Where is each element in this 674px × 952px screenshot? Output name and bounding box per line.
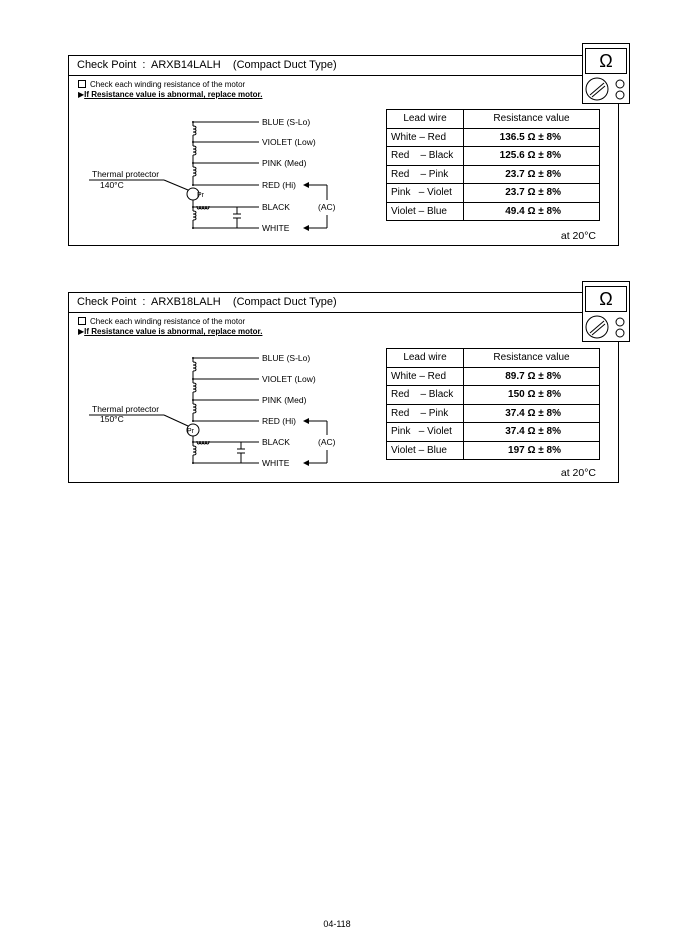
- lead-cell: White – Red: [387, 367, 464, 386]
- resistance-header: Resistance value: [464, 349, 600, 368]
- table-row: [387, 423, 600, 442]
- value-cell: 136.5 Ω ± 8%: [464, 128, 600, 147]
- lead-cell: Violet – Blue: [387, 202, 464, 221]
- resistance-table: [386, 348, 600, 460]
- motor-wiring-diagram: [69, 293, 389, 483]
- wire-label-violet: VIOLET (Low): [262, 374, 316, 384]
- ac-label: (AC): [318, 437, 336, 447]
- wire-label-white: WHITE: [262, 458, 290, 468]
- thermal-symbol: Pr: [187, 428, 194, 435]
- ohmmeter-icon: [582, 281, 630, 342]
- winding-coil-icon: [193, 362, 196, 371]
- wire-label-blue: BLUE (S-Lo): [262, 117, 311, 127]
- value-cell: 49.4 Ω ± 8%: [464, 202, 600, 221]
- value-cell: 37.4 Ω ± 8%: [464, 423, 600, 442]
- thermal-protector-temp: 150°C: [100, 414, 124, 424]
- lead-wire-header: Lead wire: [387, 349, 464, 368]
- meter-dial-icon: [584, 315, 628, 341]
- wire-label-white: WHITE: [262, 223, 290, 233]
- value-cell: 125.6 Ω ± 8%: [464, 147, 600, 166]
- wire-label-red: RED (Hi): [262, 416, 296, 426]
- panel-title: Check Point : ARXB18LALH (Compact Duct Type): [77, 296, 337, 308]
- table-row: [387, 147, 600, 166]
- lead-cell: Pink – Violet: [387, 423, 464, 442]
- temperature-note: at 20°C: [560, 467, 596, 479]
- panel-title: Check Point : ARXB14LALH (Compact Duct Type): [77, 59, 337, 71]
- table-row: [387, 386, 600, 405]
- value-cell: 197 Ω ± 8%: [464, 441, 600, 460]
- lead-cell: Pink – Violet: [387, 184, 464, 203]
- table-row: [387, 128, 600, 147]
- check-point-panel-arxb14lalh: [68, 51, 619, 246]
- arrow-icon: ▶: [78, 327, 85, 336]
- wire-label-black: BLACK: [262, 202, 290, 212]
- thermal-protector-label: Thermal protector: [92, 169, 160, 179]
- winding-coil-icon: [193, 126, 196, 135]
- lead-cell: Violet – Blue: [387, 441, 464, 460]
- resistance-header: Resistance value: [464, 110, 600, 129]
- meter-dial-icon: [584, 77, 628, 103]
- warning-text: If Resistance value is abnormal, replace motor.: [84, 327, 263, 336]
- wire-label-red: RED (Hi): [262, 180, 296, 190]
- wire-label-black: BLACK: [262, 437, 290, 447]
- lead-wire-header: Lead wire: [387, 110, 464, 129]
- lead-cell: Red – Black: [387, 386, 464, 405]
- ohmmeter-icon: [582, 43, 630, 104]
- wire-label-pink: PINK (Med): [262, 395, 307, 405]
- thermal-symbol: Pr: [197, 192, 204, 199]
- table-row: [387, 184, 600, 203]
- value-cell: 37.4 Ω ± 8%: [464, 404, 600, 423]
- thermal-protector-label: Thermal protector: [92, 404, 160, 414]
- lead-cell: Red – Black: [387, 147, 464, 166]
- wire-label-blue: BLUE (S-Lo): [262, 353, 311, 363]
- table-row: [387, 404, 600, 423]
- motor-wiring-diagram: [69, 56, 389, 246]
- ac-label: (AC): [318, 202, 336, 212]
- ohm-symbol: Ω: [585, 48, 627, 74]
- resistance-table: [386, 109, 600, 221]
- table-row: [387, 441, 600, 460]
- instruction-text: Check each winding resistance of the motor: [90, 317, 246, 326]
- wire-label-pink: PINK (Med): [262, 158, 307, 168]
- table-header-row: [387, 110, 600, 129]
- ohm-symbol: Ω: [585, 286, 627, 312]
- value-cell: 89.7 Ω ± 8%: [464, 367, 600, 386]
- table-header-row: [387, 349, 600, 368]
- table-row: [387, 165, 600, 184]
- warning-text: If Resistance value is abnormal, replace motor.: [84, 90, 263, 99]
- temperature-note: at 20°C: [560, 230, 596, 242]
- table-row: [387, 367, 600, 386]
- lead-cell: Red – Pink: [387, 404, 464, 423]
- arrow-icon: ▶: [78, 90, 85, 99]
- value-cell: 23.7 Ω ± 8%: [464, 165, 600, 184]
- table-row: [387, 202, 600, 221]
- value-cell: 23.7 Ω ± 8%: [464, 184, 600, 203]
- page-number: 04-118: [323, 919, 351, 929]
- instruction-text: Check each winding resistance of the motor: [90, 80, 246, 89]
- value-cell: 150 Ω ± 8%: [464, 386, 600, 405]
- thermal-protector-temp: 140°C: [100, 180, 124, 190]
- lead-cell: Red – Pink: [387, 165, 464, 184]
- wire-label-violet: VIOLET (Low): [262, 137, 316, 147]
- lead-cell: White – Red: [387, 128, 464, 147]
- check-point-panel-arxb18lalh: [68, 289, 619, 483]
